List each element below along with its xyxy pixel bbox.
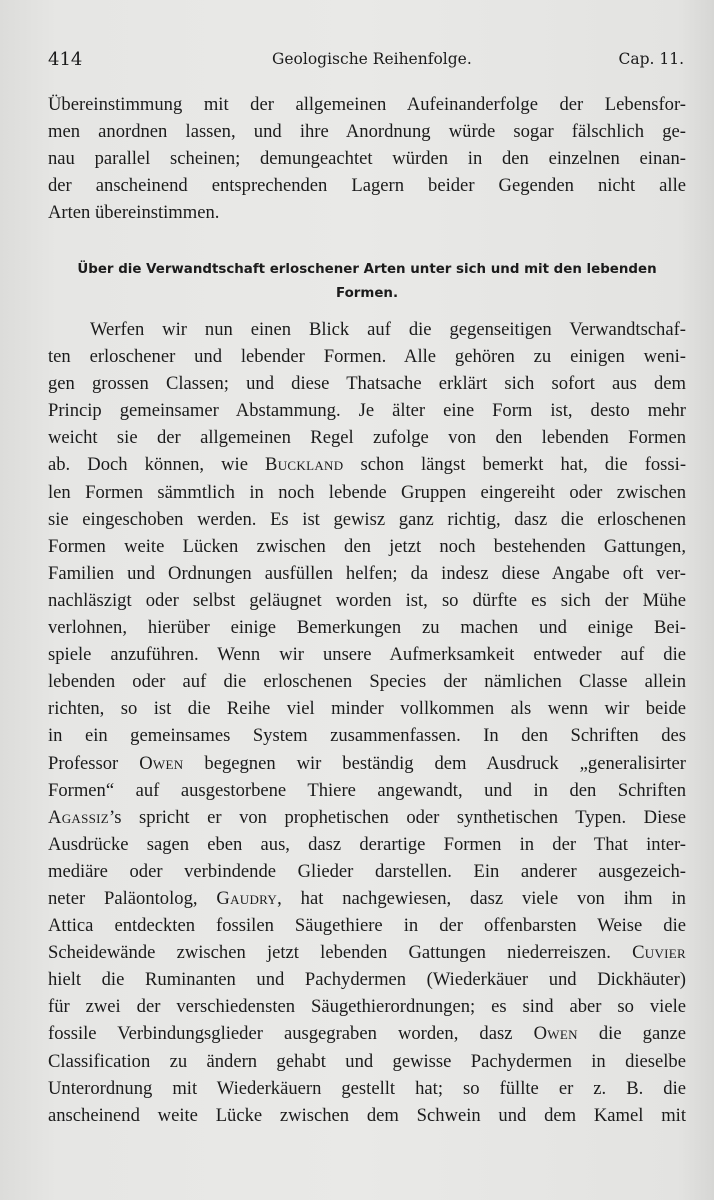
author-name: Owen	[533, 1023, 578, 1045]
text-segment: , hat nachgewiesen, dasz viele von ihm in	[277, 887, 686, 909]
author-name: Owen	[139, 752, 184, 774]
author-name: Gaudry	[216, 887, 278, 909]
text-line: Princip gemeinsamer Abstammung. Je älter eine Form ist, desto mehr	[48, 400, 686, 422]
text-line: Arten übereinstimmen.	[48, 202, 220, 224]
text-line: Classification zu ändern gehabt und gewisse Pachydermen in dieselbe	[48, 1050, 686, 1072]
text-line: Ausdrücke sagen eben aus, dasz derartige Formen in der That inter-	[48, 833, 686, 855]
text-line	[48, 750, 686, 777]
text-line: men anordnen lassen, und ihre Anordnung würde sogar fälschlich ge-	[48, 121, 686, 143]
chapter-label: Cap. 11.	[618, 50, 684, 68]
text-segment: begegnen wir beständig dem Ausdruck „generalisirter	[204, 752, 686, 774]
text-line	[48, 1020, 686, 1047]
text-line: spiele anzuführen. Wenn wir unsere Aufmerksamkeit entweder auf die	[48, 644, 686, 666]
text-line: Attica entdeckten fossilen Säugethiere in der offenbarsten Weise die	[48, 915, 686, 937]
page-number: 414	[48, 49, 83, 70]
text-line: Formen weite Lücken zwischen den jetzt noch bestehenden Gattungen,	[48, 535, 686, 557]
text-line: sie eingeschoben werden. Es ist gewisz ganz richtig, dasz die erloschenen	[48, 508, 686, 530]
text-line: nachläszigt oder selbst geläugnet worden ist, so dürfte es sich der Mühe	[48, 589, 686, 611]
text-line: len Formen sämmtlich in noch lebende Gruppen eingereiht oder zwischen	[48, 481, 686, 503]
text-segment: ab. Doch können, wie	[48, 454, 248, 476]
text-line	[48, 885, 686, 912]
text-line: nau parallel scheinen; demungeachtet würden in den einzelnen einan-	[48, 148, 686, 170]
text-segment: Scheidewände zwischen jetzt lebenden Gattungen niederreiszen.	[48, 942, 611, 964]
section-heading-line-2: Formen.	[335, 286, 399, 301]
text-line: Werfen wir nun einen Blick auf die gegenseitigen Verwandtschaf-	[90, 319, 686, 340]
running-header	[48, 49, 684, 73]
author-name: Agassiz	[48, 806, 110, 828]
author-name: Cuvier	[632, 942, 686, 964]
text-line: Übereinstimmung mit der allgemeinen Aufeinanderfolge der Lebensfor-	[48, 94, 686, 115]
text-segment: ’s spricht er von prophetischen oder synthetischen Typen. Diese	[109, 806, 686, 828]
text-line	[48, 804, 686, 831]
main-paragraph	[48, 316, 686, 1129]
text-line: gen grossen Classen; und diese Thatsache erklärt sich sofort aus dem	[48, 373, 686, 395]
text-line: Familien und Ordnungen ausfüllen helfen; da indesz diese Angabe oft ver-	[48, 562, 686, 584]
text-line: hielt die Ruminanten und Pachydermen (Wiederkäuer und Dickhäuter)	[48, 969, 686, 991]
intro-paragraph	[48, 91, 686, 226]
text-line: Formen“ auf ausgestorbene Thiere angewandt, und in den Schriften	[48, 779, 686, 801]
text-line: der anscheinend entsprechenden Lagern beider Gegenden nicht alle	[48, 175, 686, 197]
text-line: lebenden oder auf die erloschenen Species der nämlichen Classe allein	[48, 671, 686, 693]
text-line	[48, 939, 686, 966]
text-line: verlohnen, hierüber einige Bemerkungen zu machen und einige Bei-	[48, 617, 686, 639]
text-line: weicht sie der allgemeinen Regel zufolge von den lebenden Formen	[48, 427, 686, 449]
text-line: ten erloschener und lebender Formen. Alle gehören zu einigen weni-	[48, 346, 686, 368]
text-line: richten, so ist die Reihe viel minder vollkommen als wenn wir beide	[48, 698, 686, 720]
text-line: für zwei der verschiedensten Säugethierordnungen; es sind aber so viele	[48, 996, 686, 1018]
author-name: Buckland	[265, 454, 344, 476]
text-segment: die ganze	[598, 1023, 686, 1045]
text-segment: neter Paläontolog,	[48, 887, 198, 909]
section-heading	[48, 258, 686, 306]
text-line: Unterordnung mit Wiederkäuern gestellt hat; so füllte er z. B. die	[48, 1077, 686, 1099]
text-segment: fossile Verbindungsglieder ausgegraben worden, dasz	[48, 1023, 513, 1045]
text-line: in ein gemeinsames System zusammenfassen. In den Schriften des	[48, 725, 686, 747]
text-line: mediäre oder verbindende Glieder darstellen. Ein anderer ausgezeich-	[48, 860, 686, 882]
text-line: anscheinend weite Lücke zwischen dem Schwein und dem Kamel mit	[48, 1104, 686, 1126]
text-line	[48, 451, 686, 478]
running-title: Geologische Reihenfolge.	[272, 50, 472, 68]
text-segment: Professor	[48, 752, 119, 774]
section-heading-line-1: Über die Verwandtschaft erloschener Arten unter sich und mit den lebenden	[77, 262, 657, 277]
text-segment: schon längst bemerkt hat, die fossi-	[360, 454, 686, 476]
